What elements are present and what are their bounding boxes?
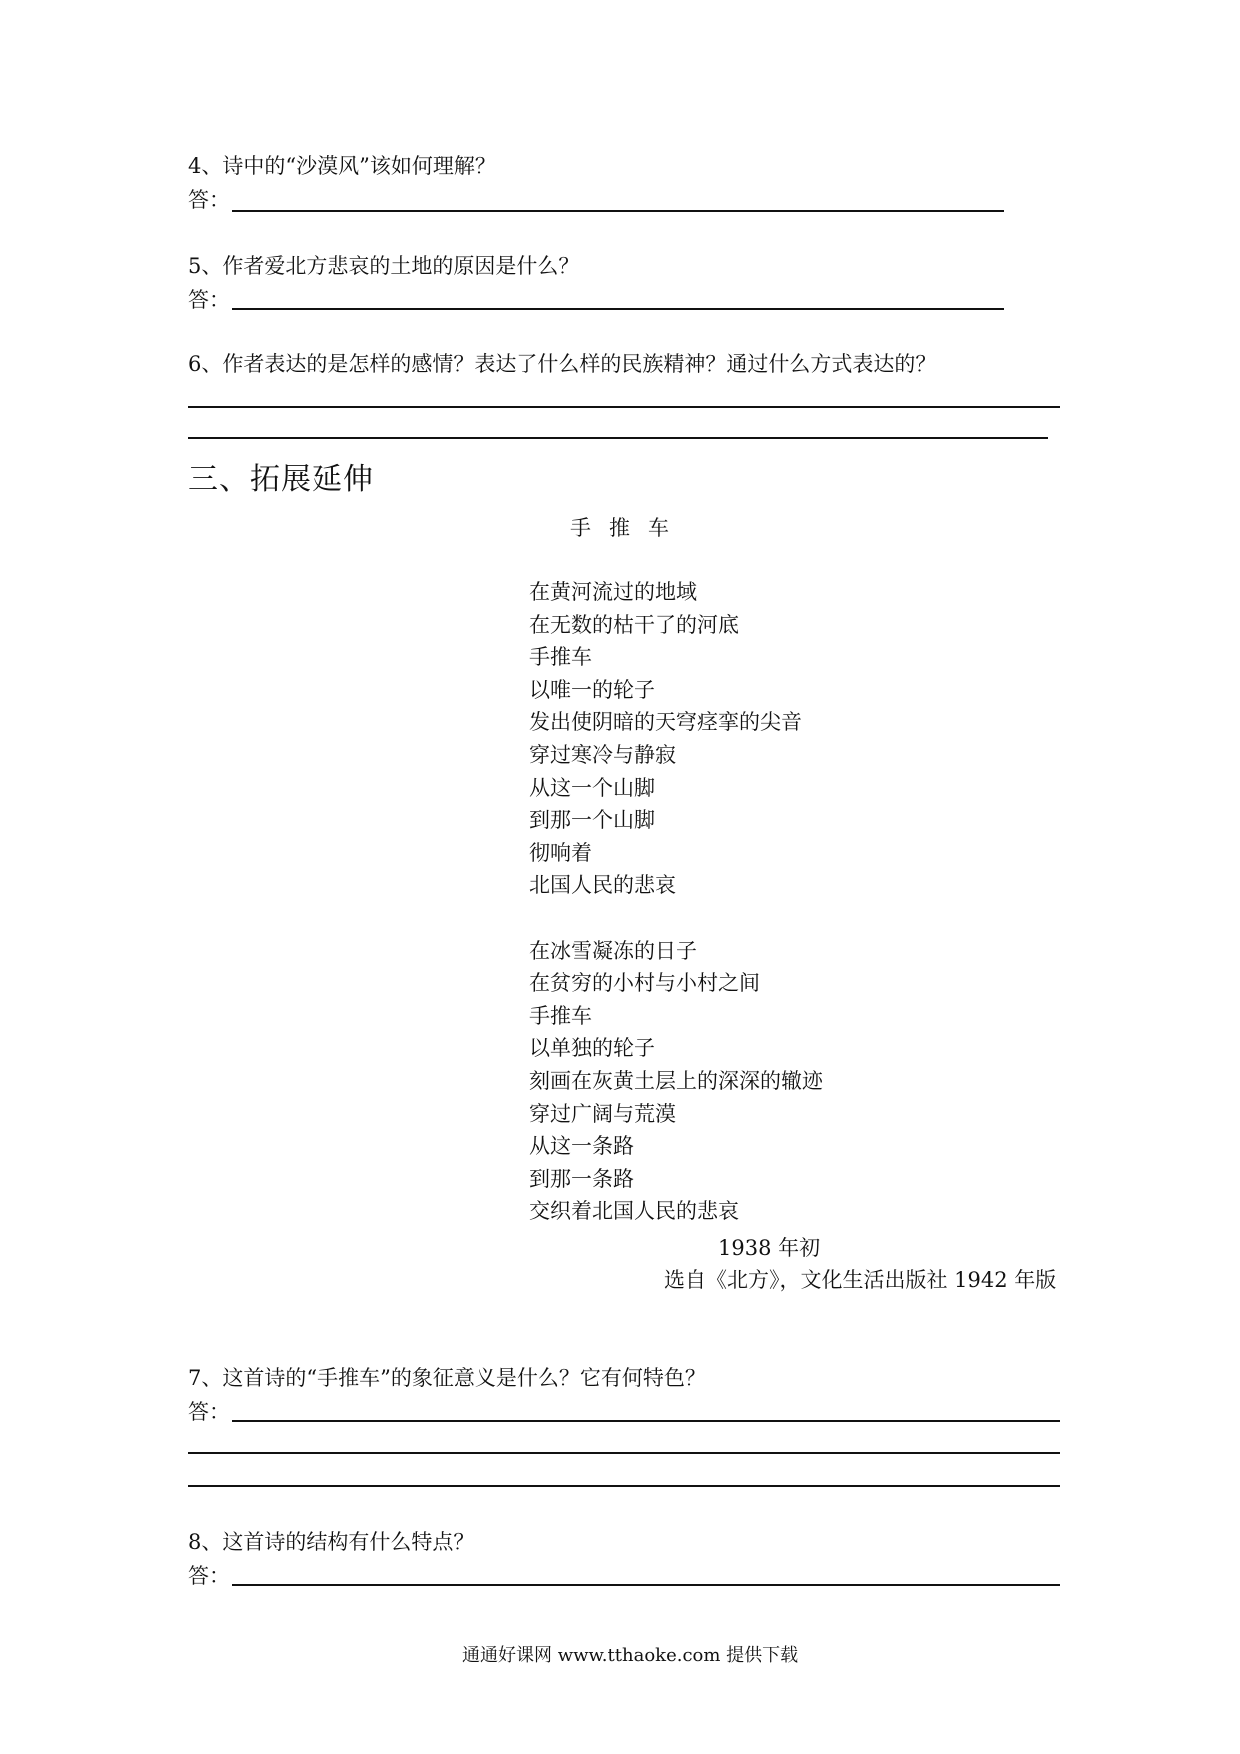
poem-line: 以唯一的轮子 <box>529 677 655 702</box>
page-footer: 通通好课网 www.tthaoke.com 提供下载 <box>462 1645 799 1666</box>
poem-line: 发出使阴暗的天穹痉挛的尖音 <box>529 710 802 735</box>
question-7: 7、这首诗的“手推车”的象征意义是什么？它有何特色？ <box>188 1366 706 1390</box>
question-8: 8、这首诗的结构有什么特点？ <box>188 1530 475 1554</box>
poem-line: 到那一条路 <box>529 1166 634 1191</box>
answer-line-7b[interactable] <box>188 1452 1060 1454</box>
poem-source: 选自《北方》，文化生活出版社 1942 年版 <box>664 1268 1057 1292</box>
answer-line-7a[interactable] <box>232 1420 1060 1422</box>
question-6: 6、作者表达的是怎样的感情？表达了什么样的民族精神？通过什么方式表达的？ <box>188 352 937 376</box>
answer-line-6a[interactable] <box>188 406 1060 408</box>
poem-stanza-1 <box>529 576 823 902</box>
question-4: 4、诗中的“沙漠风”该如何理解？ <box>188 154 496 178</box>
poem-line: 在无数的枯干了的河底 <box>529 612 739 637</box>
poem-line: 手推车 <box>529 645 592 670</box>
poem-line: 到那一个山脚 <box>529 808 655 833</box>
answer-label-5: 答： <box>188 288 230 312</box>
answer-label-4: 答： <box>188 188 230 212</box>
poem-line: 以单独的轮子 <box>529 1036 655 1061</box>
poem-body <box>529 576 823 1228</box>
poem-line: 在黄河流过的地域 <box>529 580 697 604</box>
answer-line-8[interactable] <box>232 1584 1060 1586</box>
poem-line: 从这一个山脚 <box>529 775 655 800</box>
poem-date: 1938 年初 <box>718 1236 821 1260</box>
poem-line: 从这一条路 <box>529 1134 634 1159</box>
poem-line: 在贫穷的小村与小村之间 <box>529 971 760 996</box>
poem-line: 在冰雪凝冻的日子 <box>529 938 697 963</box>
poem-title: 手推车 <box>570 516 687 540</box>
poem-line: 穿过寒冷与静寂 <box>529 742 676 767</box>
poem-line: 彻响着 <box>529 840 592 865</box>
answer-line-5[interactable] <box>232 308 1004 310</box>
poem-line: 北国人民的悲哀 <box>529 873 676 898</box>
answer-label-7: 答： <box>188 1400 230 1424</box>
answer-line-6b[interactable] <box>188 437 1048 439</box>
section-heading: 三、拓展延伸 <box>188 462 374 497</box>
question-5: 5、作者爱北方悲哀的土地的原因是什么？ <box>188 254 580 278</box>
poem-line: 手推车 <box>529 1003 592 1028</box>
poem-line: 交织着北国人民的悲哀 <box>529 1199 739 1224</box>
poem-line: 穿过广阔与荒漠 <box>529 1101 676 1126</box>
answer-line-4[interactable] <box>232 210 1004 212</box>
answer-line-7c[interactable] <box>188 1485 1060 1487</box>
poem-line: 刻画在灰黄土层上的深深的辙迹 <box>529 1068 823 1093</box>
poem-stanza-2 <box>529 935 823 1228</box>
answer-label-8: 答： <box>188 1564 230 1588</box>
